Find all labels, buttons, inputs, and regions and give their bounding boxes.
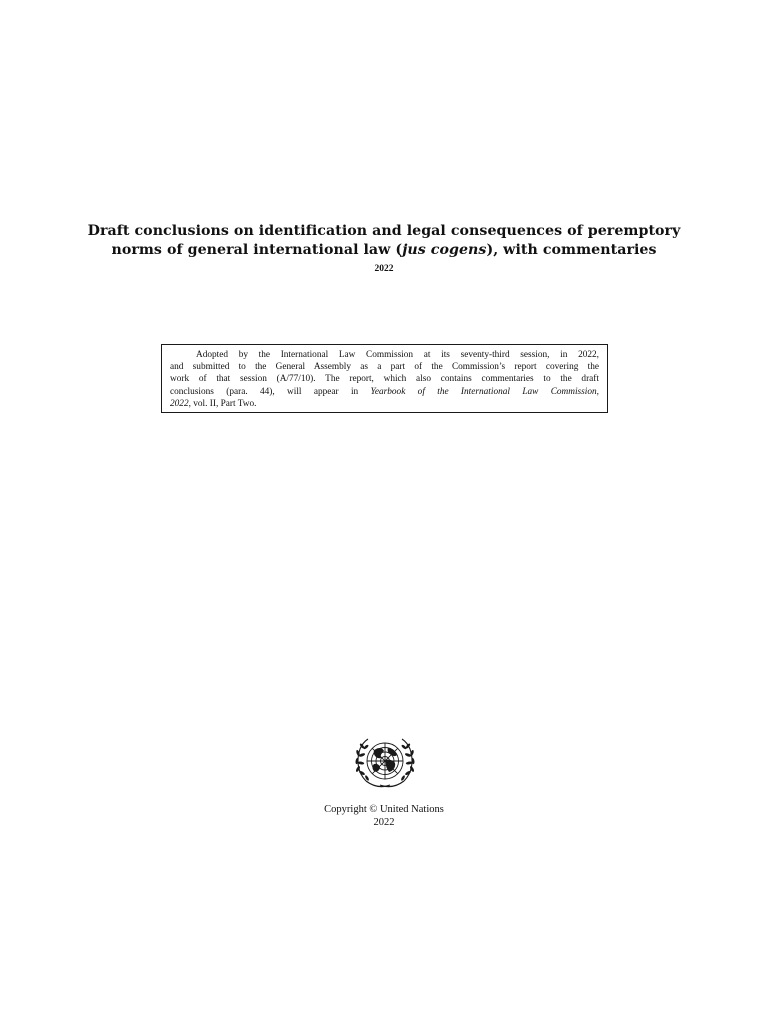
title-line-2-end: ), with commentaries xyxy=(486,242,657,258)
title-latin-term: jus cogens xyxy=(402,242,487,258)
title-line-1: Draft conclusions on identification and legal consequences of peremptory xyxy=(87,223,681,239)
note-line-1: Adopted by the International Law Commission at its seventy-third session, in 2022, xyxy=(196,350,599,360)
document-title xyxy=(60,222,708,275)
note-line-5 xyxy=(170,398,599,410)
note-line-3: work of that session (A/77/10). The report, which also contains commentaries to the draft xyxy=(170,374,599,385)
copyright-year: 2022 xyxy=(373,816,395,828)
note-yearbook-year: 2022 xyxy=(170,398,189,409)
note-yearbook-title: Yearbook of the International Law Commission, xyxy=(370,386,599,397)
united-nations-emblem-icon xyxy=(352,733,418,793)
note-line-4-text: conclusions (para. 44), will appear in xyxy=(170,386,371,397)
title-line-2-start: norms of general international law ( xyxy=(111,242,403,258)
note-line-2: and submitted to the General Assembly as a part of the Commission’s report covering the xyxy=(170,362,599,373)
title-year: 2022 xyxy=(374,264,394,274)
copyright-line: Copyright © United Nations xyxy=(324,804,444,815)
copyright-notice xyxy=(234,804,534,829)
adoption-note-box xyxy=(161,344,608,413)
note-line-5-text: , vol. II, Part Two. xyxy=(188,398,257,409)
note-line-4 xyxy=(170,386,599,398)
title-line-2 xyxy=(60,241,708,260)
